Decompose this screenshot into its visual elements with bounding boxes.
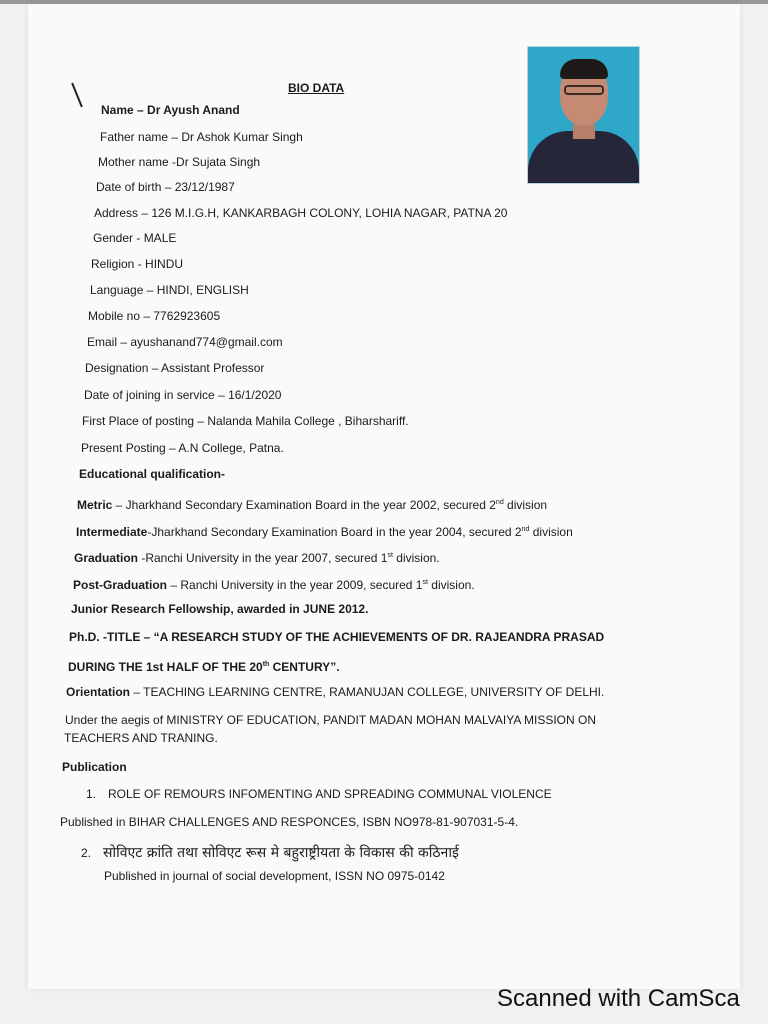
phd-line2-b: CENTURY”. (269, 660, 340, 674)
education-graduation (74, 548, 440, 566)
education-phd-line1: Ph.D. -TITLE – “A RESEARCH STUDY OF THE ACHIEVEMENTS OF DR. RAJEANDRA PRASAD (69, 630, 605, 644)
grad-label: Graduation (74, 551, 139, 565)
metric-sup: nd (495, 499, 504, 506)
field-address: Address – 126 M.I.G.H, KANKARBAGH COLONY, LOHIA NAGAR, PATNA 20 (94, 206, 508, 220)
pg-tail: division. (427, 578, 475, 592)
publication-1-published: Published in BIHAR CHALLENGES AND RESPONCES, ISBN NO978-81-907031-5-4. (60, 815, 519, 829)
education-intermediate (76, 522, 573, 540)
phd-line2-sup: th (262, 661, 270, 668)
field-email: Email – ayushanand774@gmail.com (87, 335, 283, 349)
photo-hair (560, 59, 608, 79)
phd-line2-a: DURING THE 1st HALF OF THE 20 (68, 660, 263, 674)
inter-sup: nd (521, 526, 530, 533)
publication-heading: Publication (62, 760, 127, 774)
education-aegis-line2: TEACHERS AND TRANING. (64, 731, 218, 745)
field-joining: Date of joining in service – 16/1/2020 (84, 388, 282, 402)
orientation-text: – TEACHING LEARNING CENTRE, RAMANUJAN COLLEGE, UNIVERSITY OF DELHI. (130, 685, 605, 699)
publication-2-title: सोविएट क्रांति तथा सोविएट रूस मे बहुराष्ट्रीयता के विकास की कठिनाई (103, 845, 459, 861)
metric-text: – Jharkhand Secondary Examination Board in the year 2002, secured 2 (112, 498, 496, 512)
pg-sup: st (422, 579, 428, 586)
field-mobile: Mobile no – 7762923605 (88, 309, 221, 323)
field-gender: Gender - MALE (93, 231, 177, 245)
education-heading: Educational qualification- (79, 467, 226, 481)
photo-glasses (564, 85, 604, 95)
inter-label: Intermediate (76, 525, 148, 539)
field-designation: Designation – Assistant Professor (85, 361, 265, 375)
education-aegis-line1: Under the aegis of MINISTRY OF EDUCATION, PANDIT MADAN MOHAN MALVAIYA MISSION ON (65, 713, 597, 727)
profile-photo (527, 46, 640, 184)
grad-text: -Ranchi University in the year 2007, secured 1 (138, 551, 388, 565)
publication-1-number: 1. (86, 787, 97, 801)
publication-2-published: Published in journal of social development, ISSN NO 0975-0142 (104, 869, 445, 883)
grad-tail: division. (392, 551, 440, 565)
field-mother: Mother name -Dr Sujata Singh (98, 155, 261, 169)
inter-text: -Jharkhand Secondary Examination Board in the year 2004, secured 2 (147, 525, 522, 539)
education-phd-line2 (68, 657, 340, 675)
field-dob: Date of birth – 23/12/1987 (96, 180, 235, 194)
publication-item-2 (81, 846, 459, 861)
publication-item-1 (86, 787, 552, 802)
field-religion: Religion - HINDU (91, 257, 184, 271)
publication-2-number: 2. (81, 846, 92, 860)
document-title: BIO DATA (288, 81, 345, 95)
education-jrf: Junior Research Fellowship, awarded in JUNE 2012. (71, 602, 369, 616)
scanner-watermark: Scanned with CamSca (497, 985, 740, 1012)
publication-1-title: ROLE OF REMOURS INFOMENTING AND SPREADING COMMUNAL VIOLENCE (108, 787, 552, 801)
field-language: Language – HINDI, ENGLISH (90, 283, 249, 297)
field-present-posting: Present Posting – A.N College, Patna. (81, 441, 284, 455)
grad-sup: st (387, 552, 393, 559)
metric-tail: division (503, 498, 548, 512)
field-name: Name – Dr Ayush Anand (101, 103, 240, 117)
education-post-graduation (73, 575, 475, 593)
education-orientation (66, 685, 604, 700)
education-metric (77, 495, 547, 513)
inter-tail: division (529, 525, 573, 539)
field-first-posting: First Place of posting – Nalanda Mahila College , Biharshariff. (82, 414, 409, 428)
orientation-label: Orientation (66, 685, 131, 699)
field-father: Father name – Dr Ashok Kumar Singh (100, 130, 303, 144)
pg-label: Post-Graduation (73, 578, 168, 592)
pg-text: – Ranchi University in the year 2009, secured 1 (167, 578, 423, 592)
metric-label: Metric (77, 498, 113, 512)
